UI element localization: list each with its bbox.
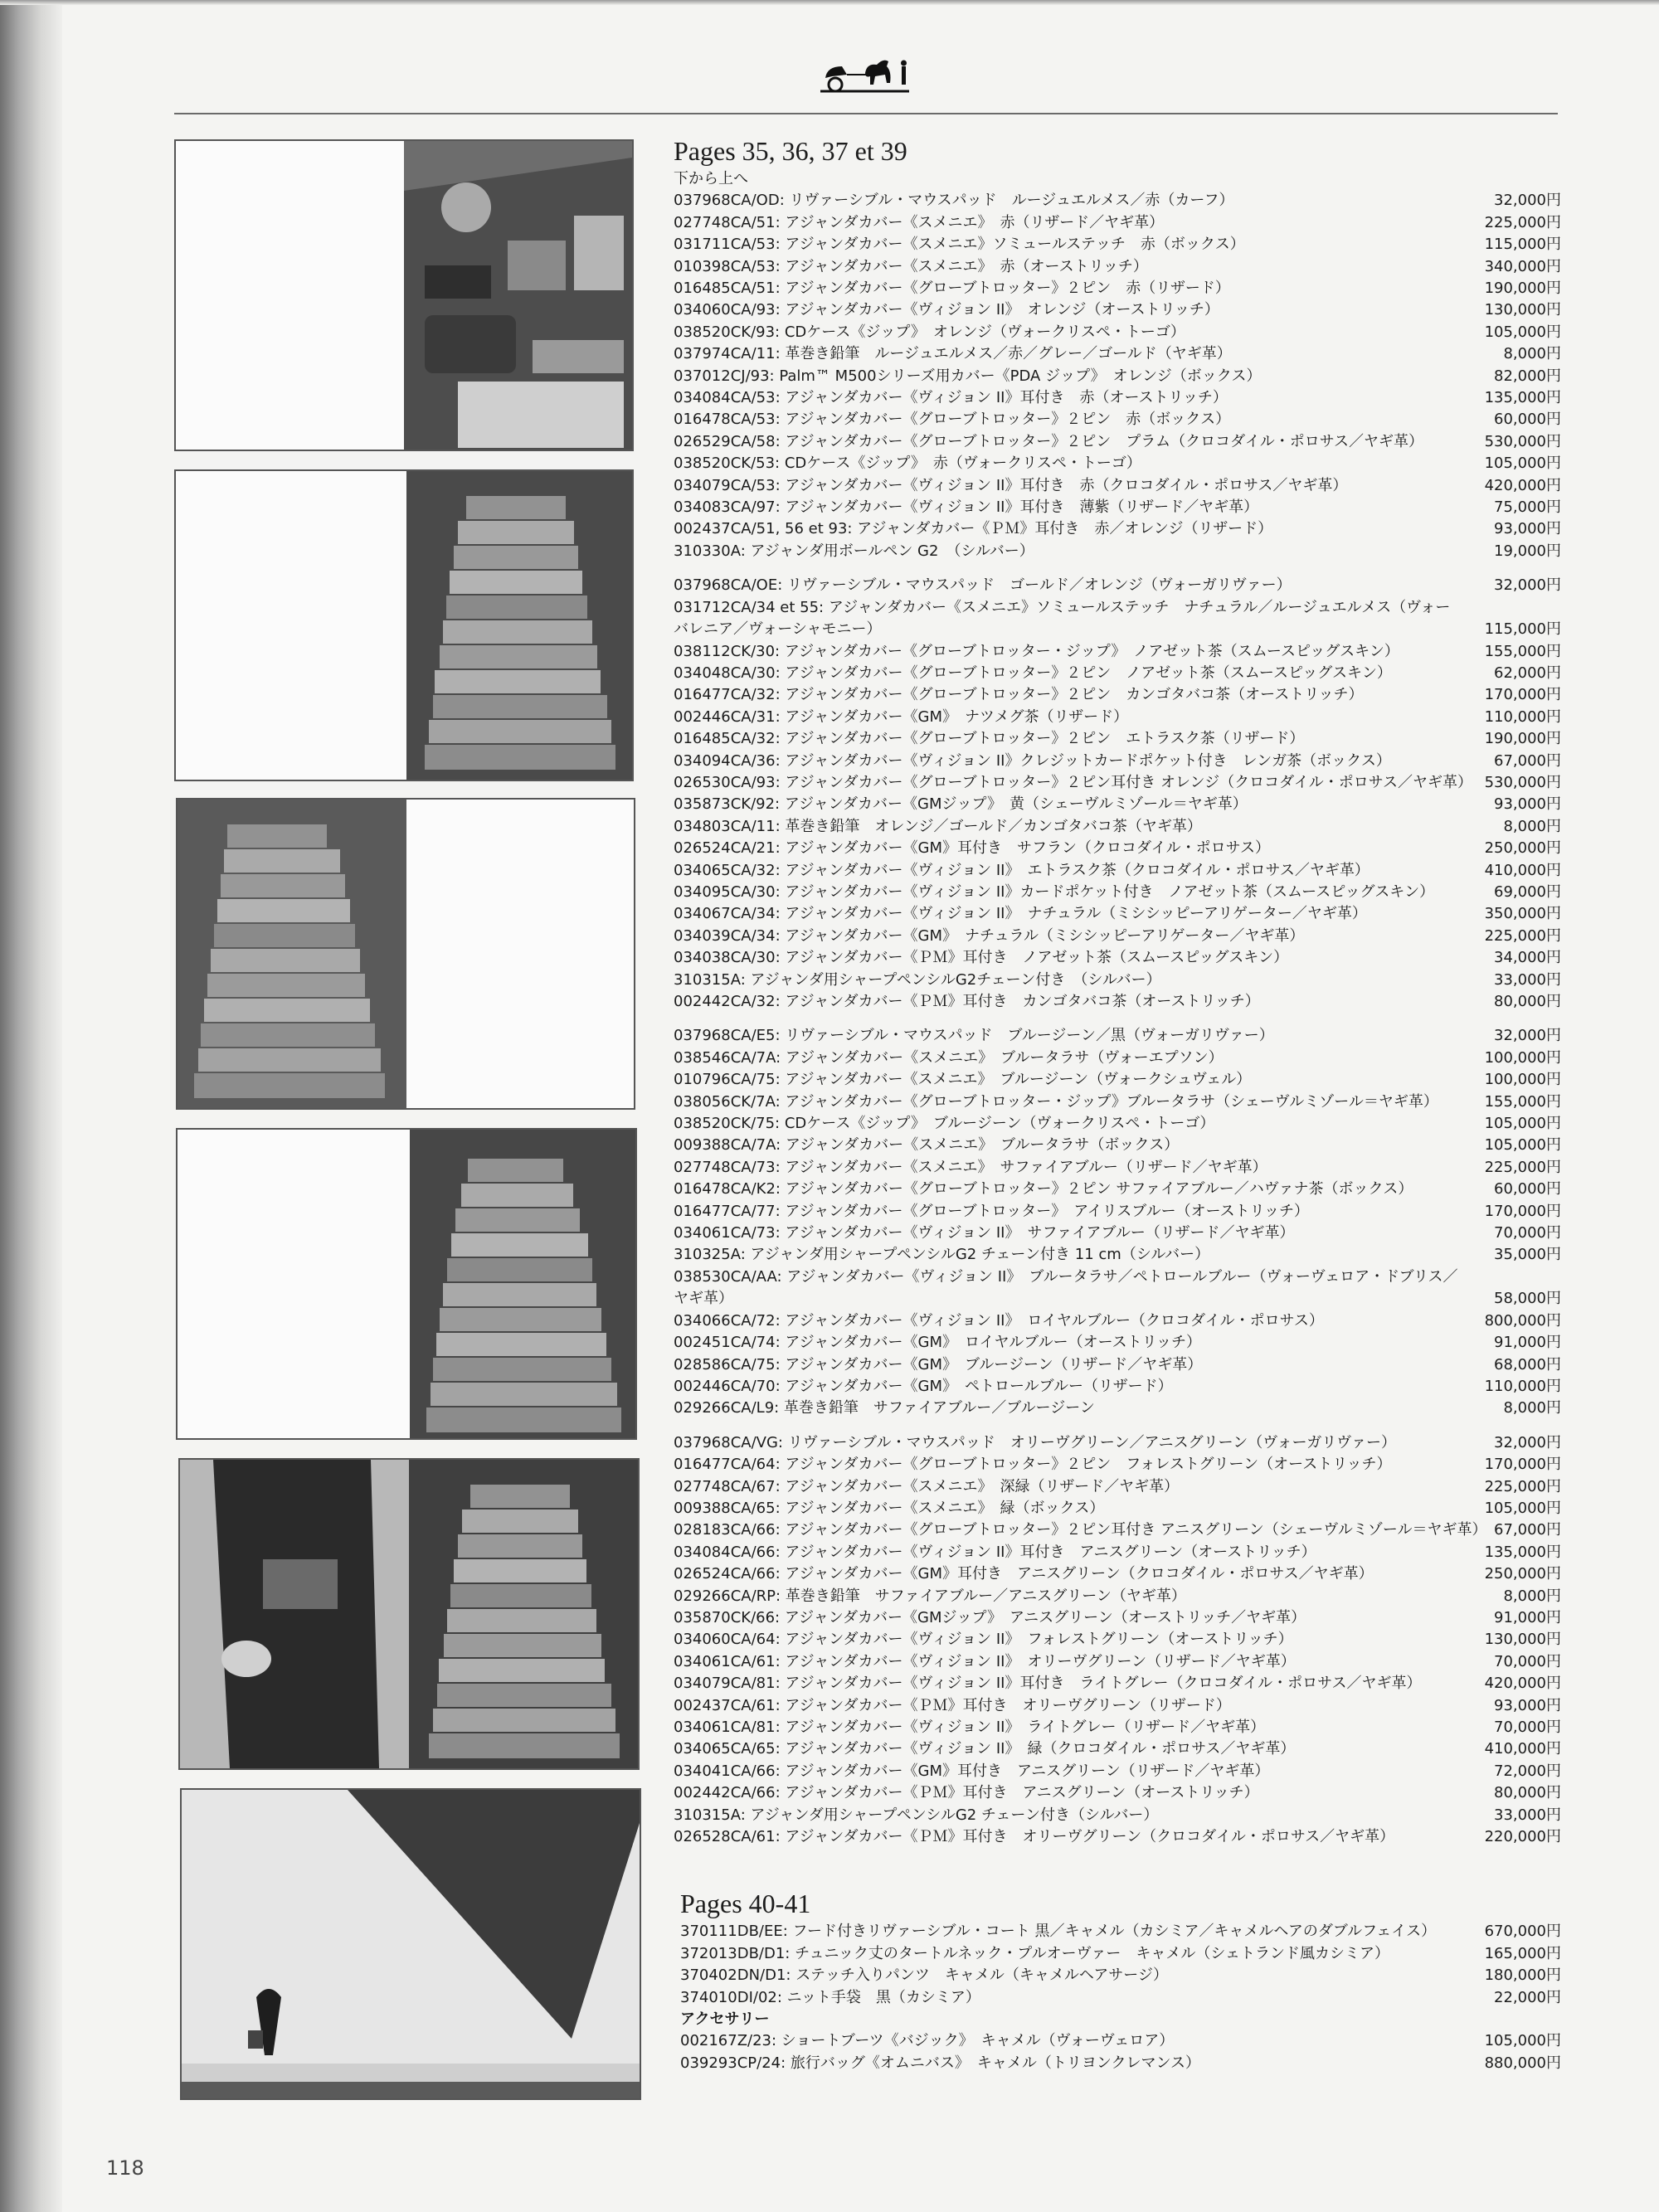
item-description: 002451CA/74: アジャンダカバー《GM》 ロイヤルブルー（オーストリッチ） <box>674 1334 1201 1352</box>
item-description: 034803CA/11: 革巻き鉛筆 オレンジ／ゴールド／カンゴタバコ茶（ヤギ革） <box>674 817 1202 835</box>
item-row <box>674 860 1561 882</box>
item-price: 100,000円 <box>1484 1048 1561 1067</box>
item-row <box>680 1987 1561 2009</box>
item-price: 880,000円 <box>1484 2054 1561 2072</box>
item-price: 75,000円 <box>1494 498 1561 517</box>
item-price: 190,000円 <box>1484 280 1561 298</box>
item-row <box>674 1354 1561 1376</box>
item-description: 029266CA/L9: 革巻き鉛筆 サファイアブルー／ブルージーン <box>674 1399 1095 1417</box>
item-price: 68,000円 <box>1494 1355 1561 1373</box>
item-price: 60,000円 <box>1494 411 1561 429</box>
item-price: 60,000円 <box>1494 1180 1561 1198</box>
item-price: 33,000円 <box>1494 1806 1561 1824</box>
item-row <box>674 1782 1561 1804</box>
item-row <box>674 816 1561 838</box>
item-description: 027748CA/67: アジャンダカバー《スメニエ》 深緑（リザード／ヤギ革） <box>674 1477 1180 1495</box>
item-row <box>674 597 1561 641</box>
item-row <box>674 366 1561 387</box>
item-row <box>674 1069 1561 1091</box>
item-price: 8,000円 <box>1503 817 1561 835</box>
item-description: 010398CA/53: アジャンダカバー《スメニエ》 赤（オーストリッチ） <box>674 257 1148 275</box>
item-price: 220,000円 <box>1484 1828 1561 1846</box>
page-binding-shadow <box>0 0 62 2212</box>
item-price: 70,000円 <box>1494 1224 1561 1242</box>
item-price: 105,000円 <box>1484 1499 1561 1517</box>
item-description: 038530CA/AA: アジャンダカバー《ヴィジョン II》 ブルータラサ／ペトロールブルー（ヴォーヴェロア・ドブリス／ヤギ革） <box>674 1267 1458 1308</box>
item-row <box>674 1223 1561 1244</box>
item-row <box>674 1651 1561 1673</box>
item-description: 310315A: アジャンダ用シャープペンシルG2 チェーン付き（シルバー） <box>674 1806 1159 1824</box>
item-description: 038112CK/30: アジャンダカバー《グローブトロッター・ジップ》 ノアゼット茶（スムースピッグスキン） <box>674 642 1399 660</box>
item-description: 016477CA/32: アジャンダカバー《グローブトロッター》２ピン カンゴタバコ茶（オーストリッチ） <box>674 686 1364 704</box>
item-price: 70,000円 <box>1494 1719 1561 1737</box>
item-description: 002437CA/61: アジャンダカバー《ＰＭ》耳付き オリーヴグリーン（リザード） <box>674 1696 1231 1714</box>
item-description: 026529CA/58: アジャンダカバー《グローブトロッター》２ピン プラム（クロコダイル・ポロサス／ヤギ革） <box>674 432 1424 450</box>
item-price: 170,000円 <box>1484 1456 1561 1474</box>
item-group <box>674 190 1561 562</box>
item-description: 009388CA/7A: アジャンダカバー《スメニエ》 ブルータラサ（ボックス） <box>674 1136 1180 1155</box>
item-row <box>674 1629 1561 1650</box>
item-description: 310325A: アジャンダ用シャープペンシルG2 チェーン付き 11 cm（シルバー） <box>674 1246 1210 1264</box>
item-description: 038520CK/93: CDケース《ジップ》 オレンジ（ヴォークリスペ・トーゴ） <box>674 323 1185 341</box>
item-price: 250,000円 <box>1484 1565 1561 1583</box>
item-description: 034095CA/30: アジャンダカバー《ヴィジョン II》カードポケット付き ノアゼット茶（スムースピッグスキン） <box>674 882 1435 901</box>
item-row <box>674 453 1561 474</box>
item-row <box>674 212 1561 234</box>
item-price: 22,000円 <box>1494 1988 1561 2006</box>
item-group <box>674 1025 1561 1419</box>
item-row <box>674 1476 1561 1498</box>
item-row <box>674 1498 1561 1519</box>
item-price: 165,000円 <box>1484 1944 1561 1962</box>
item-row <box>674 1025 1561 1047</box>
item-price: 225,000円 <box>1484 213 1561 231</box>
item-description: 028586CA/75: アジャンダカバー《GM》 ブルージーン（リザード／ヤギ革） <box>674 1355 1203 1373</box>
item-price: 91,000円 <box>1494 1608 1561 1626</box>
item-row <box>674 882 1561 903</box>
item-price: 67,000円 <box>1494 1521 1561 1539</box>
item-row <box>674 970 1561 991</box>
item-price: 135,000円 <box>1484 389 1561 407</box>
item-price: 170,000円 <box>1484 686 1561 704</box>
item-price: 32,000円 <box>1494 1027 1561 1045</box>
photo-stacked-diaries-1 <box>174 469 634 781</box>
item-row <box>674 1805 1561 1826</box>
item-price: 105,000円 <box>1484 2032 1561 2050</box>
horse-carriage-logo <box>817 55 912 100</box>
item-row <box>674 947 1561 969</box>
item-row <box>674 575 1561 596</box>
item-row <box>674 299 1561 321</box>
item-row <box>674 1586 1561 1607</box>
item-row <box>674 772 1561 794</box>
item-price: 530,000円 <box>1484 432 1561 450</box>
item-price: 93,000円 <box>1494 795 1561 814</box>
item-row <box>674 794 1561 815</box>
item-row <box>674 1266 1561 1310</box>
photo-stacked-diaries-3 <box>176 1128 637 1440</box>
item-description: 034094CA/36: アジャンダカバー《ヴィジョン II》クレジットカードポケット付き レンガ茶（ボックス） <box>674 751 1391 770</box>
item-price: 155,000円 <box>1484 642 1561 660</box>
section-title-pages-40-41: Pages 40-41 <box>680 1889 811 1919</box>
item-row <box>680 1965 1561 1986</box>
item-row <box>674 1179 1561 1200</box>
item-row <box>674 991 1561 1013</box>
item-price: 670,000円 <box>1484 1923 1561 1941</box>
item-price: 130,000円 <box>1484 301 1561 319</box>
item-description: 038056CK/7A: アジャンダカバー《グローブトロッター・ジップ》ブルータラサ（シェーヴルミゾール＝ヤギ革） <box>674 1092 1438 1111</box>
item-row <box>674 903 1561 925</box>
item-price: 32,000円 <box>1494 1433 1561 1451</box>
page-top-edge <box>0 0 1659 5</box>
item-row <box>674 343 1561 365</box>
order-note: 下から上へ <box>674 170 748 187</box>
item-price: 115,000円 <box>1484 236 1561 254</box>
item-row <box>674 1519 1561 1541</box>
item-row <box>674 475 1561 497</box>
item-price: 69,000円 <box>1494 882 1561 901</box>
item-description: 016485CA/32: アジャンダカバー《グローブトロッター》２ピン エトラスク茶（リザード） <box>674 730 1305 748</box>
item-description: 026524CA/21: アジャンダカバー《GM》耳付き サフラン（クロコダイル・ポロサス） <box>674 839 1270 858</box>
item-description: 034079CA/81: アジャンダカバー《ヴィジョン II》耳付き ライトグレー（クロコダイル・ポロサス／ヤギ革） <box>674 1675 1422 1693</box>
item-description: 034048CA/30: アジャンダカバー《グローブトロッター》２ピン ノアゼット茶（スムースピッグスキン） <box>674 664 1392 682</box>
item-price: 32,000円 <box>1494 576 1561 595</box>
item-description: 034066CA/72: アジャンダカバー《ヴィジョン II》 ロイヤルブルー（クロコダイル・ポロサス） <box>674 1311 1324 1330</box>
photo-desk-still-life <box>174 139 634 451</box>
item-row <box>674 1157 1561 1179</box>
item-price: 155,000円 <box>1484 1092 1561 1111</box>
item-row <box>674 641 1561 663</box>
item-price: 8,000円 <box>1503 1399 1561 1417</box>
item-price: 410,000円 <box>1484 1740 1561 1758</box>
item-row <box>674 541 1561 562</box>
photo-stacked-diaries-2 <box>176 798 635 1110</box>
item-description: 016477CA/77: アジャンダカバー《グローブトロッター》 アイリスブルー（オーストリッチ） <box>674 1202 1309 1220</box>
item-description: 031712CA/34 et 55: アジャンダカバー《スメニエ》ソミュールステッチ ナチュラル／ルージュエルメス（ヴォーバレニア／ヴォーシャモニー） <box>674 598 1451 639</box>
item-group <box>674 575 1561 1013</box>
item-price: 420,000円 <box>1484 1675 1561 1693</box>
item-price: 93,000円 <box>1494 1696 1561 1714</box>
item-row <box>674 1432 1561 1454</box>
item-description: 310330A: アジャンダ用ボールペン G2 （シルバー） <box>674 542 1034 560</box>
item-price: 170,000円 <box>1484 1202 1561 1220</box>
item-description: 038520CK/75: CDケース《ジップ》 ブルージーン（ヴォークリスペ・トーゴ） <box>674 1115 1215 1133</box>
item-description: 037968CA/OD: リヴァーシブル・マウスパッド ルージュエルメス／赤（カーフ） <box>674 192 1234 210</box>
item-description: 002446CA/70: アジャンダカバー《GM》 ペトロールブルー（リザード） <box>674 1377 1173 1395</box>
item-row <box>674 518 1561 540</box>
item-price: 340,000円 <box>1484 257 1561 275</box>
item-description: 372013DB/D1: チュニック丈のタートルネック・プルオーヴァー キャメル（シェトランド風カシミア） <box>680 1944 1390 1962</box>
item-group <box>674 1432 1561 1849</box>
item-description: 034079CA/53: アジャンダカバー《ヴィジョン II》耳付き 赤（クロコダイル・ポロサス／ヤギ革） <box>674 476 1348 494</box>
item-description: 037968CA/E5: リヴァーシブル・マウスパッド ブルージーン／黒（ヴォーガリヴァー） <box>674 1027 1274 1045</box>
item-price: 19,000円 <box>1494 542 1561 560</box>
item-description: 370402DN/D1: ステッチ入りパンツ キャメル（キャメルヘアサージ） <box>680 1966 1168 1985</box>
item-description: 034060CA/64: アジャンダカバー《ヴィジョン II》 フォレストグリーン（オーストリッチ） <box>674 1631 1293 1649</box>
item-description: 037012CJ/93: Palm™ M500シリーズ用カバー《PDA ジップ》 オレンジ（ボックス） <box>674 367 1262 385</box>
item-row <box>674 1542 1561 1563</box>
item-price: 33,000円 <box>1494 970 1561 989</box>
item-description: 002446CA/31: アジャンダカバー《GM》 ナツメグ茶（リザード） <box>674 707 1129 726</box>
item-price: 190,000円 <box>1484 730 1561 748</box>
clothing-items <box>680 1921 1561 2009</box>
item-row <box>674 1113 1561 1135</box>
item-description: 034060CA/93: アジャンダカバー《ヴィジョン II》 オレンジ（オーストリッチ） <box>674 301 1219 319</box>
item-description: 370111DB/EE: フード付きリヴァーシブル・コート 黒／キャメル（カシミア／キャメルヘアのダブルフェイス） <box>680 1923 1437 1941</box>
item-description: 310315A: アジャンダ用シャープペンシルG2チェーン付き （シルバー） <box>674 970 1161 989</box>
item-row <box>674 387 1561 409</box>
item-description: 039293CP/24: 旅行バッグ《オムニバス》 キャメル（トリヨンクレマンス） <box>680 2054 1200 2072</box>
item-description: 010796CA/75: アジャンダカバー《スメニエ》 ブルージーン（ヴォークシュヴェル） <box>674 1071 1252 1089</box>
item-row <box>674 751 1561 772</box>
item-row <box>674 1135 1561 1156</box>
item-price: 420,000円 <box>1484 476 1561 494</box>
item-description: 034065CA/32: アジャンダカバー《ヴィジョン II》 エトラスク茶（クロコダイル・ポロサス／ヤギ革） <box>674 861 1370 879</box>
item-description: 034061CA/81: アジャンダカバー《ヴィジョン II》 ライトグレー（リザード／ヤギ革） <box>674 1719 1266 1737</box>
item-price: 8,000円 <box>1503 1587 1561 1605</box>
item-description: 026530CA/93: アジャンダカバー《グローブトロッター》２ピン耳付き オレンジ（クロコダイル・ポロサス／ヤギ革） <box>674 773 1473 791</box>
item-row <box>674 1761 1561 1782</box>
item-description: 029266CA/RP: 革巻き鉛筆 サファイアブルー／アニスグリーン（ヤギ革） <box>674 1587 1186 1605</box>
item-description: 034067CA/34: アジャンダカバー《ヴィジョン II》 ナチュラル（ミシシッピーアリゲーター／ヤギ革） <box>674 905 1367 923</box>
item-description: 038520CK/53: CDケース《ジップ》 赤（ヴォークリスペ・トーゴ） <box>674 455 1141 473</box>
item-row <box>674 1826 1561 1848</box>
item-row <box>674 1695 1561 1717</box>
item-row <box>674 1048 1561 1069</box>
item-row <box>680 1943 1561 1965</box>
item-price: 67,000円 <box>1494 751 1561 770</box>
item-row <box>674 684 1561 706</box>
header-rule <box>174 113 1558 114</box>
item-row <box>674 728 1561 750</box>
item-description: 374010DI/02: ニット手袋 黒（カシミア） <box>680 1988 980 2006</box>
item-row <box>674 1738 1561 1760</box>
item-row <box>674 1244 1561 1266</box>
item-description: 028183CA/66: アジャンダカバー《グローブトロッター》２ピン耳付き アニスグリーン（シェーヴルミゾール＝ヤギ革） <box>674 1521 1487 1539</box>
item-row <box>674 1310 1561 1332</box>
item-row <box>674 190 1561 211</box>
item-price: 530,000円 <box>1484 773 1561 791</box>
item-row <box>674 707 1561 728</box>
item-price: 80,000円 <box>1494 993 1561 1011</box>
photo-person-with-diaries <box>178 1458 640 1770</box>
item-price: 62,000円 <box>1494 664 1561 682</box>
item-description: 016485CA/51: アジャンダカバー《グローブトロッター》２ピン 赤（リザード） <box>674 280 1230 298</box>
item-description: 034061CA/61: アジャンダカバー《ヴィジョン II》 オリーヴグリーン（リザード／ヤギ革） <box>674 1652 1296 1670</box>
item-row <box>680 1921 1561 1942</box>
item-price: 105,000円 <box>1484 455 1561 473</box>
item-description: 026524CA/66: アジャンダカバー《GM》耳付き アニスグリーン（クロコダイル・ポロサス／ヤギ革） <box>674 1565 1374 1583</box>
item-description: 034084CA/66: アジャンダカバー《ヴィジョン II》耳付き アニスグリーン（オーストリッチ） <box>674 1543 1316 1561</box>
item-price: 130,000円 <box>1484 1631 1561 1649</box>
item-row <box>674 1454 1561 1475</box>
item-description: 034065CA/65: アジャンダカバー《ヴィジョン II》 緑（クロコダイル・ポロサス／ヤギ革） <box>674 1740 1296 1758</box>
item-price: 115,000円 <box>1484 620 1561 639</box>
item-price: 82,000円 <box>1494 367 1561 385</box>
item-description: 037974CA/11: 革巻き鉛筆 ルージュエルメス／赤／グレー／ゴールド（ヤギ革） <box>674 345 1232 363</box>
item-row <box>674 1376 1561 1398</box>
item-price: 350,000円 <box>1484 905 1561 923</box>
item-price: 250,000円 <box>1484 839 1561 858</box>
item-price: 91,000円 <box>1494 1334 1561 1352</box>
item-row <box>674 926 1561 947</box>
item-price: 105,000円 <box>1484 323 1561 341</box>
item-row <box>680 2053 1561 2074</box>
item-price: 135,000円 <box>1484 1543 1561 1561</box>
item-description: 034083CA/97: アジャンダカバー《ヴィジョン II》耳付き 薄紫（リザード／ヤギ革） <box>674 498 1259 517</box>
item-row <box>674 278 1561 299</box>
item-row <box>674 663 1561 684</box>
item-price: 58,000円 <box>1494 1290 1561 1308</box>
item-row <box>674 838 1561 859</box>
item-description: 037968CA/OE: リヴァーシブル・マウスパッド ゴールド／オレンジ（ヴォーガリヴァー） <box>674 576 1292 595</box>
item-description: 026528CA/61: アジャンダカバー《ＰＭ》耳付き オリーヴグリーン（クロコダイル・ポロサス／ヤギ革） <box>674 1828 1395 1846</box>
item-price: 80,000円 <box>1494 1784 1561 1802</box>
accessory-heading: アクセサリー <box>680 2010 770 2029</box>
item-description: 027748CA/51: アジャンダカバー《スメニエ》 赤（リザード／ヤギ革） <box>674 213 1165 231</box>
item-price: 225,000円 <box>1484 1158 1561 1176</box>
item-price: 100,000円 <box>1484 1071 1561 1089</box>
item-description: 034084CA/53: アジャンダカバー《ヴィジョン II》耳付き 赤（オーストリッチ） <box>674 389 1228 407</box>
item-price: 32,000円 <box>1494 192 1561 210</box>
item-price: 800,000円 <box>1484 1311 1561 1330</box>
item-row <box>674 1563 1561 1585</box>
item-row <box>674 1398 1561 1419</box>
item-row <box>674 431 1561 453</box>
item-description: 034041CA/66: アジャンダカバー《GM》耳付き アニスグリーン（リザード／ヤギ革） <box>674 1762 1270 1780</box>
photo-bridge-figure <box>180 1788 641 2100</box>
price-list-column <box>674 129 1561 2074</box>
item-groups <box>674 190 1561 1848</box>
item-row <box>674 322 1561 343</box>
item-price: 110,000円 <box>1484 707 1561 726</box>
item-price: 105,000円 <box>1484 1115 1561 1133</box>
item-price: 93,000円 <box>1494 520 1561 538</box>
item-price: 8,000円 <box>1503 345 1561 363</box>
item-description: 035870CK/66: アジャンダカバー《GMジップ》 アニスグリーン（オーストリッチ／ヤギ革） <box>674 1608 1306 1626</box>
item-description: 034038CA/30: アジャンダカバー《ＰＭ》耳付き ノアゼット茶（スムースピッグスキン） <box>674 949 1289 967</box>
section-title-pages-35-39: Pages 35, 36, 37 et 39 <box>674 136 907 166</box>
item-description: 016478CA/53: アジャンダカバー《グローブトロッター》２ピン 赤（ボックス） <box>674 411 1231 429</box>
item-row <box>674 256 1561 278</box>
item-price: 180,000円 <box>1484 1966 1561 1985</box>
item-description: 027748CA/73: アジャンダカバー《スメニエ》 サファイアブルー（リザード／ヤギ革） <box>674 1158 1267 1176</box>
item-price: 35,000円 <box>1494 1246 1561 1264</box>
item-description: 016478CA/K2: アジャンダカバー《グローブトロッター》２ピン サファイアブルー／ハヴァナ茶（ボックス） <box>674 1180 1413 1198</box>
section2-list <box>680 1921 1561 2074</box>
item-row <box>680 2030 1561 2052</box>
item-description: 002442CA/32: アジャンダカバー《ＰＭ》耳付き カンゴタバコ茶（オーストリッチ） <box>674 993 1260 1011</box>
item-price: 72,000円 <box>1494 1762 1561 1780</box>
item-row <box>674 234 1561 255</box>
item-row <box>674 1091 1561 1113</box>
item-description: 009388CA/65: アジャンダカバー《スメニエ》 緑（ボックス） <box>674 1499 1105 1517</box>
item-description: 034061CA/73: アジャンダカバー《ヴィジョン II》 サファイアブルー（リザード／ヤギ革） <box>674 1224 1295 1242</box>
item-description: 002167Z/23: ショートブーツ《バジック》 キャメル（ヴォーヴェロア） <box>680 2032 1175 2050</box>
item-description: 035873CK/92: アジャンダカバー《GMジップ》 黄（シェーヴルミゾール＝ヤギ革） <box>674 795 1248 814</box>
accessory-items <box>680 2030 1561 2074</box>
item-row <box>674 1717 1561 1738</box>
item-price: 34,000円 <box>1494 949 1561 967</box>
item-description: 037968CA/VG: リヴァーシブル・マウスパッド オリーヴグリーン／アニスグリーン（ヴォーガリヴァー） <box>674 1433 1397 1451</box>
item-price: 70,000円 <box>1494 1652 1561 1670</box>
item-description: 038546CA/7A: アジャンダカバー《スメニエ》 ブルータラサ（ヴォーエプソン） <box>674 1048 1224 1067</box>
item-row <box>674 497 1561 518</box>
item-row <box>674 1607 1561 1629</box>
item-description: 002442CA/66: アジャンダカバー《ＰＭ》耳付き アニスグリーン（オーストリッチ） <box>674 1784 1259 1802</box>
item-price: 225,000円 <box>1484 1477 1561 1495</box>
item-description: 016477CA/64: アジャンダカバー《グローブトロッター》２ピン フォレストグリーン（オーストリッチ） <box>674 1456 1392 1474</box>
page-number: 118 <box>106 2156 144 2180</box>
item-price: 410,000円 <box>1484 861 1561 879</box>
item-price: 110,000円 <box>1484 1377 1561 1395</box>
item-price: 105,000円 <box>1484 1136 1561 1155</box>
item-row <box>674 1332 1561 1354</box>
item-row <box>674 1673 1561 1694</box>
item-description: 002437CA/51, 56 et 93: アジャンダカバー《ＰＭ》耳付き 赤／オレンジ（リザード） <box>674 520 1273 538</box>
item-price: 225,000円 <box>1484 926 1561 945</box>
item-description: 031711CA/53: アジャンダカバー《スメニエ》ソミュールステッチ 赤（ボックス） <box>674 236 1245 254</box>
item-row <box>674 409 1561 430</box>
item-description: 034039CA/34: アジャンダカバー《GM》 ナチュラル（ミシシッピーアリゲーター／ヤギ革） <box>674 926 1305 945</box>
item-row <box>674 1201 1561 1223</box>
